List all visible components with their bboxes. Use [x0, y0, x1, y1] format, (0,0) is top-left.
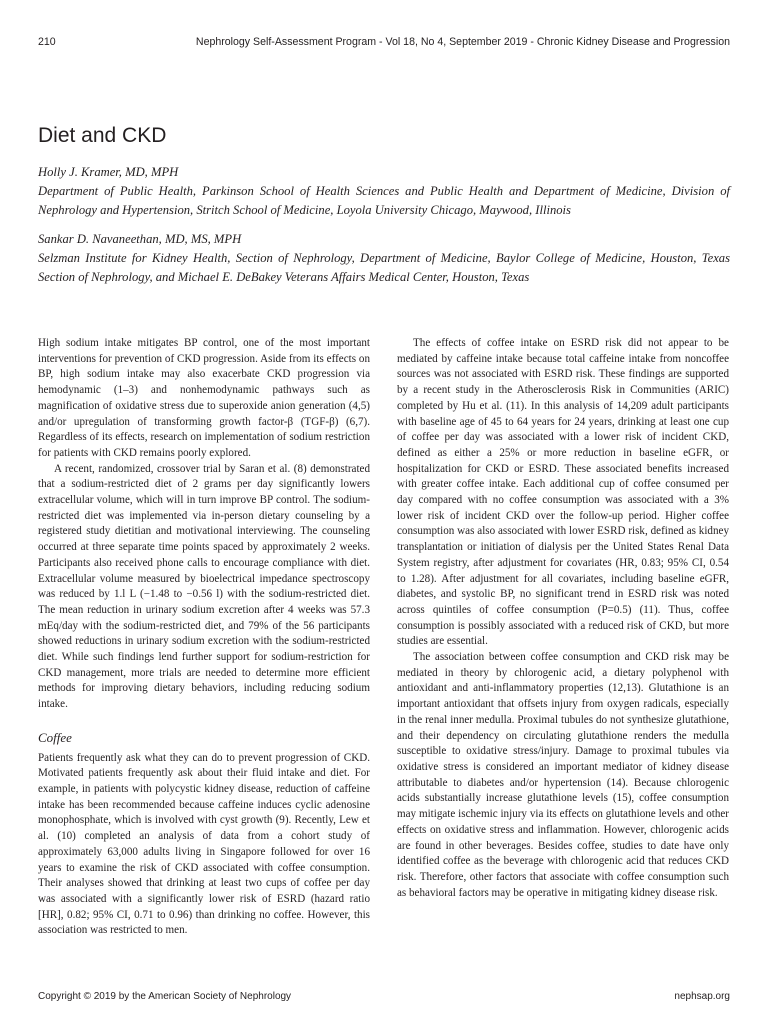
body-paragraph: A recent, randomized, crossover trial by Saran et al. (8) demonstrated that a sodium-restricted diet of 2 grams per day significantly lowers extracellular volume, which will in turn improve BP control. The sodium-restricted diet was implemented via in-person dietary counseling by a registered study dietitian and motivational interviewing. The counseling occurred at three separate time points spaced by approximately 2 weeks. Participants also received phone calls to encourage compliance with diet. Extracellular volume measured by bioelectrical impedance spectroscopy was reduced by 1.l L (−1.48 to −0.56 l) with the sodium-restricted diet. The mean reduction in urinary sodium excretion after 4 weeks was 57.3 mEq/day with the sodium-restricted diet, and 79% of the 56 participants showed reductions in urinary sodium excretion with the sodium-restricted diet. While such findings lend further support for sodium-restriction for CKD management, more trials are needed to determine more efficient methods for improving dietary behaviors, including reducing sodium intake.: [38, 462, 370, 711]
article-title: Diet and CKD: [38, 124, 167, 147]
running-header: [38, 36, 730, 52]
body-paragraph: The association between coffee consumption and CKD risk may be mediated in theory by chlorogenic acid, a dietary polyphenol with antioxidant and anti-inflammatory properties (12,13). Glutathione is an important antioxidant that offsets injury from oxygen radicals, especially in the renal inner medulla. Proximal tubules do not synthesize glutathione, and their dependency on circulating glutathione renders the medulla susceptible to oxidative stress/injury. Damage to proximal tubules via oxidative stress is considered an important mediator of kidney disease attributable to diabetes and/or hypertension (14). Because chlorogenic acids substantially increase glutathione levels (15), coffee consumption may mitigate ischemic injury via its effects on glutathione levels and other effects on oxidative stress and inflammation. However, chlorogenic acids are found in other beverages. Besides coffee, studies to date have only identified coffee as the beverage with chlorogenic acid that reduces CKD risk. Therefore, other factors that associate with coffee consumption such as behavioral factors may be operative in mitigating kidney disease risk.: [397, 651, 729, 899]
author-affiliation: Selzman Institute for Kidney Health, Section of Nephrology, Department of Medicine, Baylor College of Medicine, Houston, Texas Section of Nephrology, and Michael E. DeBakey Veterans Affairs Medical Center, Houston, Texas: [38, 251, 730, 284]
author-name: Holly J. Kramer, MD, MPH: [38, 165, 179, 179]
body-paragraph: The effects of coffee intake on ESRD risk did not appear to be mediated by caffeine intake because total caffeine intake from noncoffee sources was not associated with ESRD risk. These findings are supported by a recent study in the Atherosclerosis Risk in Communities (ARIC) completed by Hu et al. (11). In this analysis of 14,209 adult participants with baseline age of 45 to 64 years for 24 years, drinking at least one cup of coffee per day was associated with a lower risk of incident CKD, defined as either a 25% or more reduction in baseline eGFR, or hospitalization for CKD or ESRD. These associated benefits increased with greater coffee intake. Each additional cup of coffee consumed per day compared with no coffee consumption was associated with a 3% lower risk of incident CKD over the follow-up period. Higher coffee consumption was also associated with lower ESRD risk, defined as kidney transplantation or initiation of dialysis per the United States Renal Data System registry, after adjustment for covariates (HR, 0.83; 95% CI, 0.54 to 1.28). After adjustment for all covariates, including baseline eGFR, diabetes, and systolic BP, no significant trend in ESRD risk was noted across quintiles of coffee consumption (P=0.5) (11). Thus, coffee consumption is possibly associated with a reduced risk of CKD, but more studies are essential.: [397, 337, 729, 648]
body-paragraph: Patients frequently ask what they can do to prevent progression of CKD. Motivated patients frequently ask about their fluid intake and diet. For example, in patients with polycystic kidney disease, reduction of caffeine intake has been recommended because caffeine induces cyclic adenosine monophosphate, which is involved with cyst growth (9). Recently, Lew et al. (10) completed an analysis of data from a cohort study of approximately 63,000 adults living in Singapore followed for over 16 years to examine the risk of CKD associated with coffee consumption. Their analyses showed that drinking at least two cups of coffee per day was associated with a significantly lower risk of ESRD (hazard ratio [HR], 0.82; 95% CI, 0.71 to 0.96) than drinking no coffee. However, this association was restricted to men.: [38, 751, 370, 937]
left-column: [38, 336, 370, 939]
author-block-2: [38, 230, 730, 287]
page-number: 210: [38, 36, 56, 48]
right-column: [397, 336, 729, 901]
journal-citation: Nephrology Self-Assessment Program - Vol 18, No 4, September 2019 - Chronic Kidney Disease and Progression: [195, 36, 730, 48]
section-heading-coffee: Coffee: [38, 729, 72, 745]
body-paragraph: High sodium intake mitigates BP control, one of the most important interventions for prevention of CKD progression. Aside from its effects on BP, high sodium intake may also exacerbate CKD progression via hemodynamic (1–3) and nonhemodynamic pathways such as magnification of oxidative stress due to superoxide anion generation (4,5) and/or upregulation of transforming growth factor-β (TGF-β) (6,7). Regardless of its effects, research on implementation of sodium restriction for patients with CKD remains poorly explored.: [38, 337, 370, 459]
author-affiliation: Department of Public Health, Parkinson School of Health Sciences and Public Health and Department of Medicine, Division of Nephrology and Hypertension, Stritch School of Medicine, Loyola University Chicago, Maywood, Illinois: [38, 184, 730, 217]
website-link[interactable]: nephsap.org: [674, 991, 730, 1002]
copyright-notice: Copyright © 2019 by the American Society of Nephrology: [38, 991, 292, 1002]
page-footer: [38, 991, 730, 1005]
author-block-1: [38, 163, 730, 220]
author-name: Sankar D. Navaneethan, MD, MS, MPH: [38, 232, 242, 246]
